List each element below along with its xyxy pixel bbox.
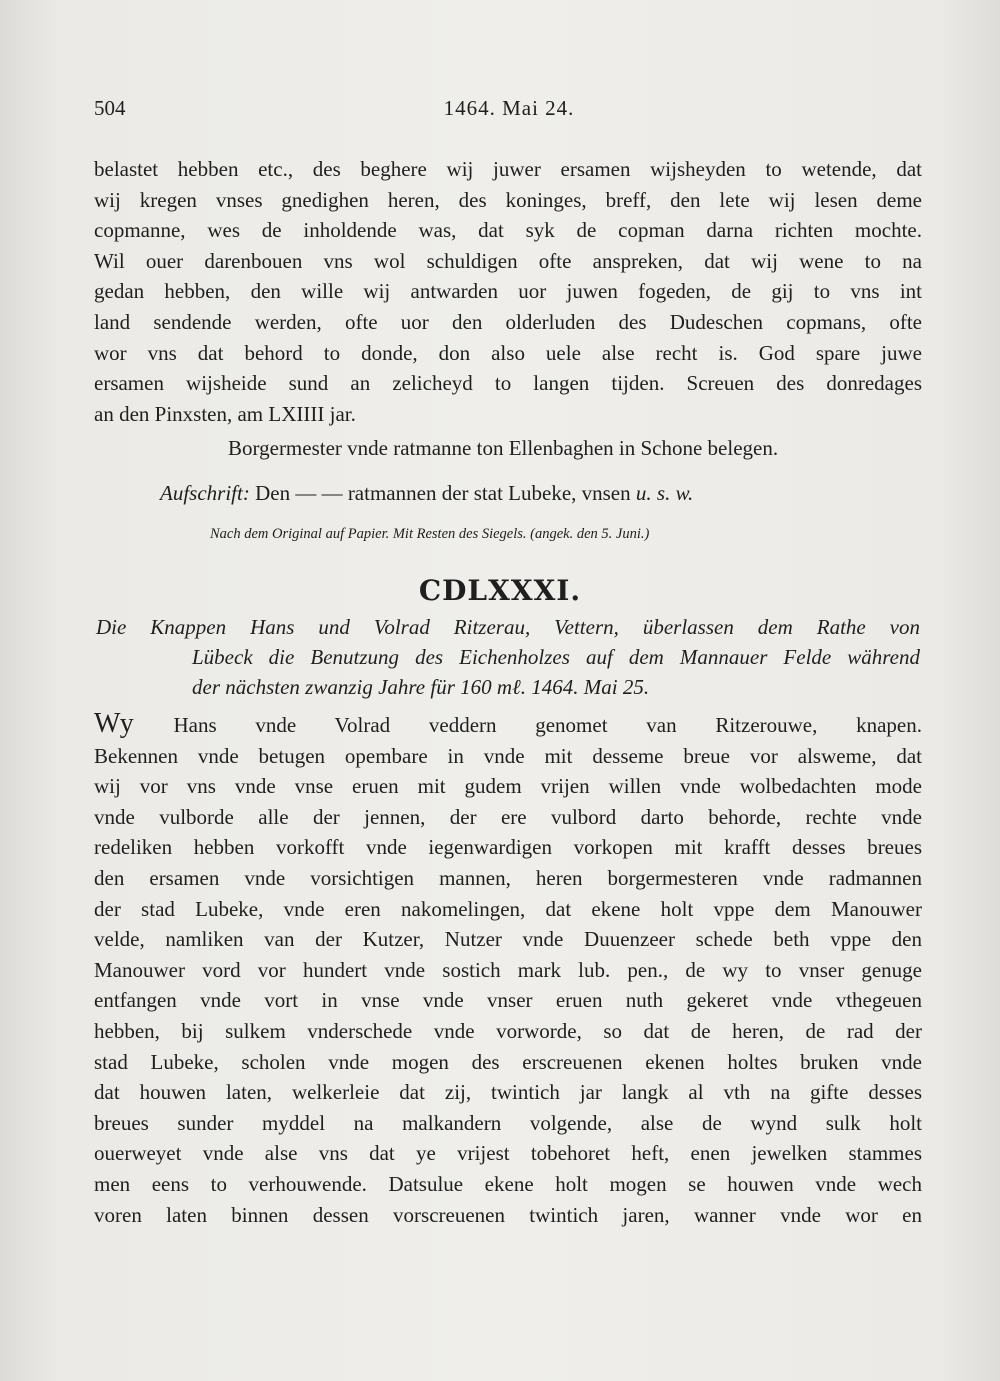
text-line: der stad Lubeke, vnde eren nakomelingen, dat ekene holt vppe dem Manouwer <box>94 896 922 921</box>
main-paragraph <box>94 709 922 1230</box>
text-line: Bekennen vnde betugen opembare in vnde mit desseme breue vor alsweme, dat <box>94 743 922 768</box>
text-line: wij kregen vnses gnedighen heren, des koninges, breff, den lete wij lesen deme <box>94 187 922 212</box>
text-line: stad Lubeke, scholen vnde mogen des erscreuenen ekenen holtes bruken vnde <box>94 1049 922 1074</box>
document-summary <box>96 612 920 702</box>
top-paragraph <box>94 154 922 429</box>
summary-line: Die Knappen Hans und Volrad Ritzerau, Vettern, überlassen dem Rathe von <box>96 615 920 639</box>
text-line-first <box>94 709 922 741</box>
page-header <box>94 96 924 128</box>
address-text: Den — — ratmannen der stat Lubeke, vnsen <box>255 481 631 505</box>
text-line: velde, namliken van der Kutzer, Nutzer vnde Duuenzeer schede beth vppe den <box>94 927 922 952</box>
text-line: hebben, bij sulkem vnderschede vnde vorworde, so dat de heren, de rad der <box>94 1018 922 1043</box>
text-line: redeliken hebben vorkofft vnde iegenwardigen vorkopen mit krafft desses breues <box>94 835 922 860</box>
text-line: ersamen wijsheide sund an zelicheyd to langen tijden. Screuen des donredages <box>94 371 922 396</box>
text-line: dat houwen laten, welkerleie dat zij, twintich jar langk al vth na gifte desses <box>94 1080 922 1105</box>
text-line: an den Pinxsten, am LXIIII jar. <box>94 401 356 426</box>
text-line: men eens to verhouwende. Datsulue ekene holt mogen se houwen vnde wech <box>94 1171 922 1196</box>
text-line: ouerweyet vnde alse vns dat ye vrijest tobehoret heft, enen jewelken stammes <box>94 1141 922 1166</box>
signature-line: Borgermester vnde ratmanne ton Ellenbaghen in Schone belegen. <box>228 436 779 460</box>
text-line: wij vor vns vnde vnse eruen mit gudem vrijen willen vnde wolbedachten mode <box>94 774 922 799</box>
address-abbrev: u. s. w. <box>635 481 694 505</box>
text-line: wor vns dat behord to donde, don also uele alse recht is. God spare juwe <box>94 340 922 365</box>
summary-line: der nächsten zwanzig Jahre für 160 mℓ. 1464. Mai 25. <box>192 675 650 699</box>
drop-cap: Wy <box>94 708 135 739</box>
first-line-text: Hans vnde Volrad veddern genomet van Ritzerouwe, knapen. <box>173 713 922 737</box>
text-line: gedan hebben, den wille wij antwarden uor juwen fogeden, de gij to vns int <box>94 279 922 304</box>
text-line: Manouwer vord vor hundert vnde sostich mark lub. pen., de wy to vnser genuge <box>94 957 922 982</box>
section-number: CDLXXXI. <box>418 574 582 607</box>
text-line: entfangen vnde vort in vnse vnde vnser eruen nuth gekeret vnde vthegeuen <box>94 988 922 1013</box>
source-note: Nach dem Original auf Papier. Mit Resten des Siegels. (angek. den 5. Juni.) <box>210 526 650 542</box>
text-line: breues sunder myddel na malkandern volgende, alse de wynd sulk holt <box>94 1110 922 1135</box>
text-line: den ersamen vnde vorsichtigen mannen, heren borgermesteren vnde radmannen <box>94 865 922 890</box>
text-line: voren laten binnen dessen vorscreuenen twintich jaren, wanner vnde wor en <box>94 1202 922 1227</box>
running-head: 1464. Mai 24. <box>443 96 575 120</box>
address-label: Aufschrift: <box>160 481 250 505</box>
text-line: land sendende werden, ofte uor den olderluden des Dudeschen copmans, ofte <box>94 309 922 334</box>
text-line: Wil ouer darenbouen vns wol schuldigen ofte anspreken, dat wij wene to na <box>94 248 922 273</box>
summary-line: Lübeck die Benutzung des Eichenholzes auf dem Mannauer Felde während <box>192 645 920 669</box>
text-line: belastet hebben etc., des beghere wij juwer ersamen wijsheyden to wetende, dat <box>94 157 922 181</box>
address-line <box>160 481 693 506</box>
page-number: 504 <box>94 96 126 120</box>
text-line: copmanne, wes de inholdende was, dat syk de copman darna richten mochte. <box>94 218 922 243</box>
text-line: vnde vulborde alle der jennen, der ere vulbord darto behorde, rechte vnde <box>94 804 922 829</box>
